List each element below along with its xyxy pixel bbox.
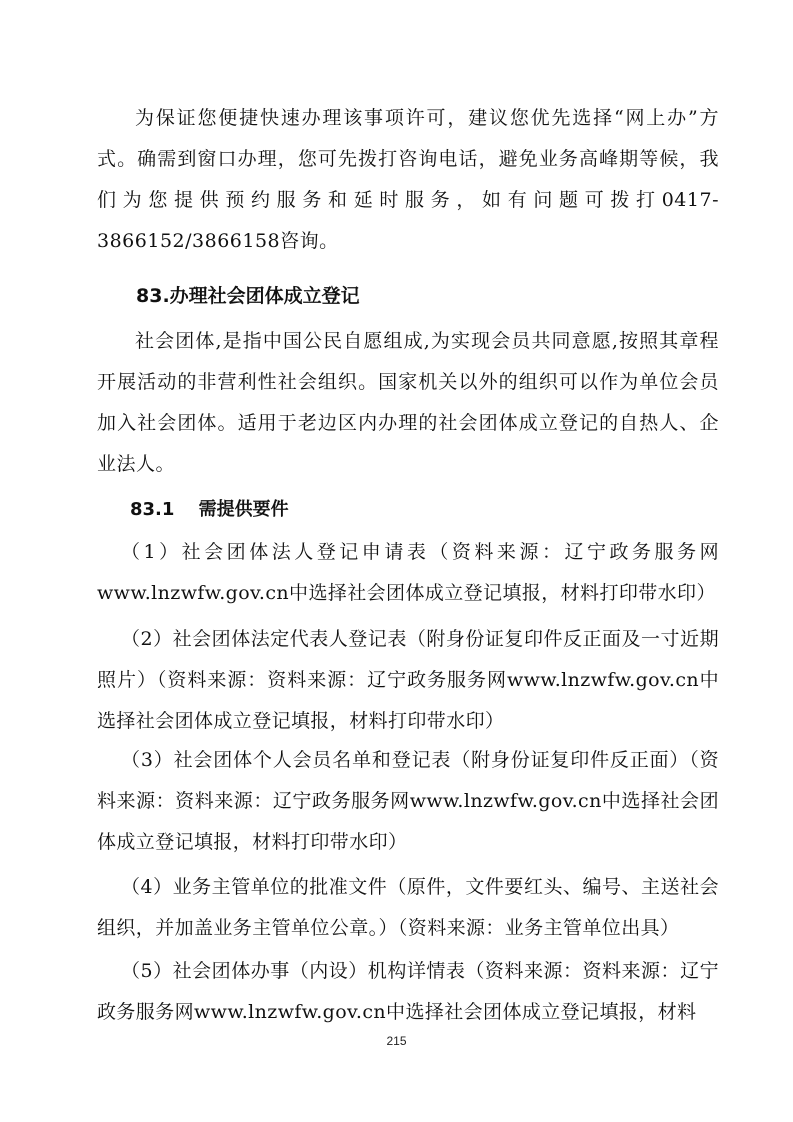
requirement-item-4: （4）业务主管单位的批准文件（原件，文件要红头、编号、主送社会组织，并加盖业务主管单位公章。）（资料来源：业务主管单位出具） (97, 876, 719, 939)
section-heading: 83.办理社会团体成立登记 (136, 285, 360, 307)
intro-paragraph: 为保证您便捷快速办理该事项许可，建议您优先选择“网上办”方式。确需到窗口办理，您可先拨打咨询电话，避免业务高峰期等候，我们为您提供预约服务和延时服务，如有问题可拨打0417-3866152/3866158咨询。 (97, 107, 719, 252)
requirement-item-5: （5）社会团体办事（内设）机构详情表（资料来源：资料来源：辽宁政务服务网www.lnzwfw.gov.cn中选择社会团体成立登记填报，材料 (97, 960, 719, 1023)
requirement-item-1: （1）社会团体法人登记申请表（资料来源：辽宁政务服务网www.lnzwfw.gov.cn中选择社会团体成立登记填报，材料打印带水印） (97, 541, 719, 604)
page-number: 215 (386, 1034, 407, 1048)
requirement-item-3: （3）社会团体个人会员名单和登记表（附身份证复印件反正面）（资料来源：资料来源：辽宁政务服务网www.lnzwfw.gov.cn中选择社会团体成立登记填报，材料打印带水印） (97, 749, 719, 853)
requirement-item-2: （2）社会团体法定代表人登记表（附身份证复印件反正面及一寸近期照片）（资料来源：资料来源：辽宁政务服务网www.lnzwfw.gov.cn中选择社会团体成立登记填报，材料打印带水印） (97, 628, 719, 732)
section-description: 社会团体,是指中国公民自愿组成,为实现会员共同意愿,按照其章程开展活动的非营利性社会组织。国家机关以外的组织可以作为单位会员加入社会团体。适用于老边区内办理的社会团体成立登记的自热人、企业法人。 (97, 330, 719, 475)
subsection-heading: 83.1 需提供要件 (130, 499, 289, 520)
